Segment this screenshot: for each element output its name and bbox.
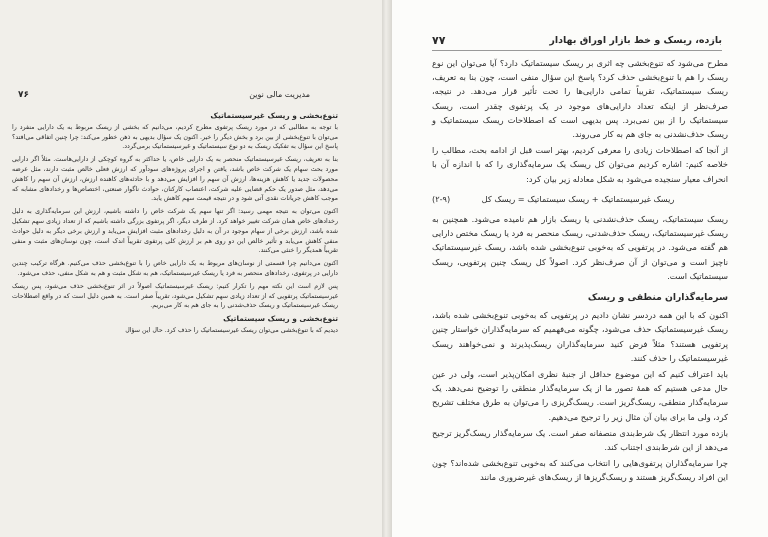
section-heading: تنوع‌بخشی و ریسک غیرسیستماتیک	[210, 111, 338, 120]
left-page-header	[10, 90, 340, 104]
left-page-body	[12, 108, 338, 339]
right-page-header	[432, 34, 722, 51]
paragraph: از آنجا که اصطلاحات زیادی را معرفی کردیم، بهتر است قبل از ادامه بحث، مطالب را خلاصه کنیم: اشاره کردیم می‌توان کل ریسک یک سرمایه‌گذاری را که با اندازه آن با انحراف معیار سنجیده می‌شود به شکل معادله زیر بیان کرد:	[432, 145, 728, 184]
left-page	[0, 0, 382, 537]
equation-number: (۲-۹)	[432, 193, 451, 204]
paragraph: اکنون می‌دانیم چرا قسمتی از نوسان‌های مربوط به یک دارایی خاص را با تنوع‌بخشی حذف می‌کنیم. هرگاه ترکیب چندین دارایی در پرتفوی، رخدادهای منحصر به فرد یا ریسک غیرسیستماتیک، هم به شکل مثبت و هم به شکل منفی، حذف می‌شود.	[12, 260, 338, 277]
page-number: ۷۶	[18, 90, 29, 100]
paragraph: با توجه به مطالبی که در مورد ریسک پرتفوی مطرح کردیم، می‌دانیم که بخشی از ریسک مربوط به یک دارایی منفرد را می‌توان با تنوع‌بخشی از بین برد و بخش دیگر را خیر. اکنون یک سؤال بدیهی به ذهن خطور می‌کند: چرا چنین اتفاقی می‌افتد؟ پاسخ این سؤال به تفکیک ریسک به دو نوع سیستماتیک و غیرسیستماتیک برمی‌گردد.	[12, 123, 338, 151]
running-title: بازده، ریسک و خط بازار اوراق بهادار	[549, 35, 722, 46]
section-heading: سرمایه‌گذاران منطقی و ریسک	[587, 292, 728, 304]
book-gutter	[382, 0, 392, 537]
page-number: ۷۷	[432, 34, 446, 47]
paragraph: اکنون می‌توان به نتیجه مهمی رسید: اگر تنها سهم یک شرکت خاص را داشته باشیم، ارزش این سرمایه‌گذاری به دلیل رخدادهای خاص همان شرکت تغییر خواهد کرد. از طرف دیگر، اگر پرتفوی بزرگی داشته باشیم که از تعداد زیادی سهم تشکیل شده باشد، ارزش برخی از سهام موجود در آن به دلیل رخدادهای مثبت افزایش می‌یابد و ارزش برخی دیگر به دلیل حوادث منفی کاهش می‌یابد و تأثیر خالص این دو روی هم بر ارزش کلی پرتفوی تقریباً اندک است، چون نوسان‌های مثبت و منفی تقریباً همدیگر را خنثی می‌کنند.	[12, 208, 338, 255]
paragraph: ریسک سیستماتیک، ریسک حذف‌نشدنی یا ریسک بازار هم نامیده می‌شود. همچنین به ریسک غیرسیستماتیک، ریسک حذف‌شدنی، ریسک منحصر به فرد یا ریسک مختص دارایی هم گفته می‌شود. در پرتفویی که به‌خوبی تنوع‌بخشی شده باشد، ریسک غیرسیستماتیک ناچیز است و می‌توان از آن صرف‌نظر کرد. اصولاً کل ریسک چنین پرتفویی، ریسک سیستماتیک است.	[432, 214, 728, 281]
running-title: مدیریت مالی نوین	[249, 90, 310, 99]
paragraph: چرا سرمایه‌گذاران پرتفوی‌هایی را انتخاب می‌کنند که به‌خوبی تنوع‌بخشی شده‌اند؟ چون این افراد ریسک‌گریز هستند و ریسک‌گریزها از ریسک‌های غیرضروری مانند	[432, 458, 728, 483]
right-page-body	[432, 56, 728, 487]
paragraph: دیدیم که با تنوع‌بخشی می‌توان ریسک غیرسیستماتیک را حذف کرد. حال این سؤال	[125, 326, 338, 334]
right-page	[392, 0, 768, 537]
paragraph: پس لازم است این نکته مهم را تکرار کنیم: ریسک غیرسیستماتیک اصولاً در اثر تنوع‌بخشی حذف می‌شود، پس ریسک غیرسیستماتیک پرتفویی که از تعداد زیادی سهم تشکیل می‌شود، تقریباً صفر است. به همین دلیل است که در واقع اصطلاحات ریسک غیرسیستماتیک و ریسک حذف‌شدنی را به جای هم به کار می‌بریم.	[12, 282, 338, 310]
paragraph: مطرح می‌شود که تنوع‌بخشی چه اثری بر ریسک سیستماتیک دارد؟ آیا می‌توان این نوع ریسک را هم با تنوع‌بخشی حذف کرد؟ پاسخ این سؤال منفی است، چون بنا به تعریف، ریسک سیستماتیک، تقریباً تمامی دارایی‌ها را تحت تأثیر قرار می‌دهد. در نتیجه، صرف‌نظر از اینکه تعداد دارایی‌های موجود در یک پرتفوی چقدر است، ریسک سیستماتیک را از بین نمی‌برد. پس بدیهی است که اصطلاحات ریسک سیستماتیک و ریسک حذف‌نشدنی به جای هم به کار می‌روند.	[432, 58, 728, 140]
paragraph: باید اعتراف کنیم که این موضوع حداقل از جنبهٔ نظری امکان‌پذیر است، ولی در عین حال مدعی هستیم که همهٔ تصور ما از یک سرمایه‌گذار منطقی را توضیح نمی‌دهد. یک سرمایه‌گذار منطقی، ریسک‌گریز است. ریسک‌گریزی را می‌توان به طرق مختلف تشریح کرد، ولی ما برای بیان آن مثال زیر را ترجیح می‌دهیم.	[432, 369, 728, 422]
equation-text: ریسک غیرسیستماتیک + ریسک سیستماتیک = ریسک کل	[481, 193, 675, 204]
section-heading: تنوع‌بخشی و ریسک سیستماتیک	[223, 314, 338, 324]
paragraph: بازده مورد انتظار یک شرط‌بندی منصفانه صفر است. یک سرمایه‌گذار ریسک‌گریز ترجیح می‌دهد از این شرط‌بندی اجتناب کند.	[432, 427, 728, 453]
paragraph: اکنون که با این همه دردسر نشان دادیم در پرتفویی که به‌خوبی تنوع‌بخشی شده باشد، ریسک غیرسیستماتیک حذف می‌شود، چگونه می‌فهمیم که سرمایه‌گذاران خواستار چنین پرتفویی هستند؟ مثلاً فرض کنید سرمایه‌گذاران ریسک‌پذیرند و نمی‌خواهند ریسک غیرسیستماتیک را حذف کنند.	[432, 310, 728, 363]
equation	[432, 192, 728, 206]
paragraph: بنا به تعریف، ریسک غیرسیستماتیک منحصر به یک دارایی خاص، یا حداکثر به گروه کوچکی از دارایی‌هاست. مثلاً اگر دارایی مورد بحث سهام یک شرکت خاص باشد، یافتن و اجرای پروژه‌های سودآور که ارزش فعلی خالص مثبت دارند، مثل عرضه محصولات جدید یا کاهش هزینه‌ها، ارزش آن سهم را افزایش می‌دهد و با حادثه‌های کاهنده ارزش، ارزش آن سهم را کاهش می‌دهد، مثل صدور یک حکم قضایی علیه شرکت، اعتصاب کارکنان، حوادث ناگوار صنعتی، اختصاص‌ها و رخدادهای مشابه که موجب کاهش جریانات نقدی آتی شود و در نتیجه قیمت سهم کاهش یابد.	[12, 156, 338, 203]
